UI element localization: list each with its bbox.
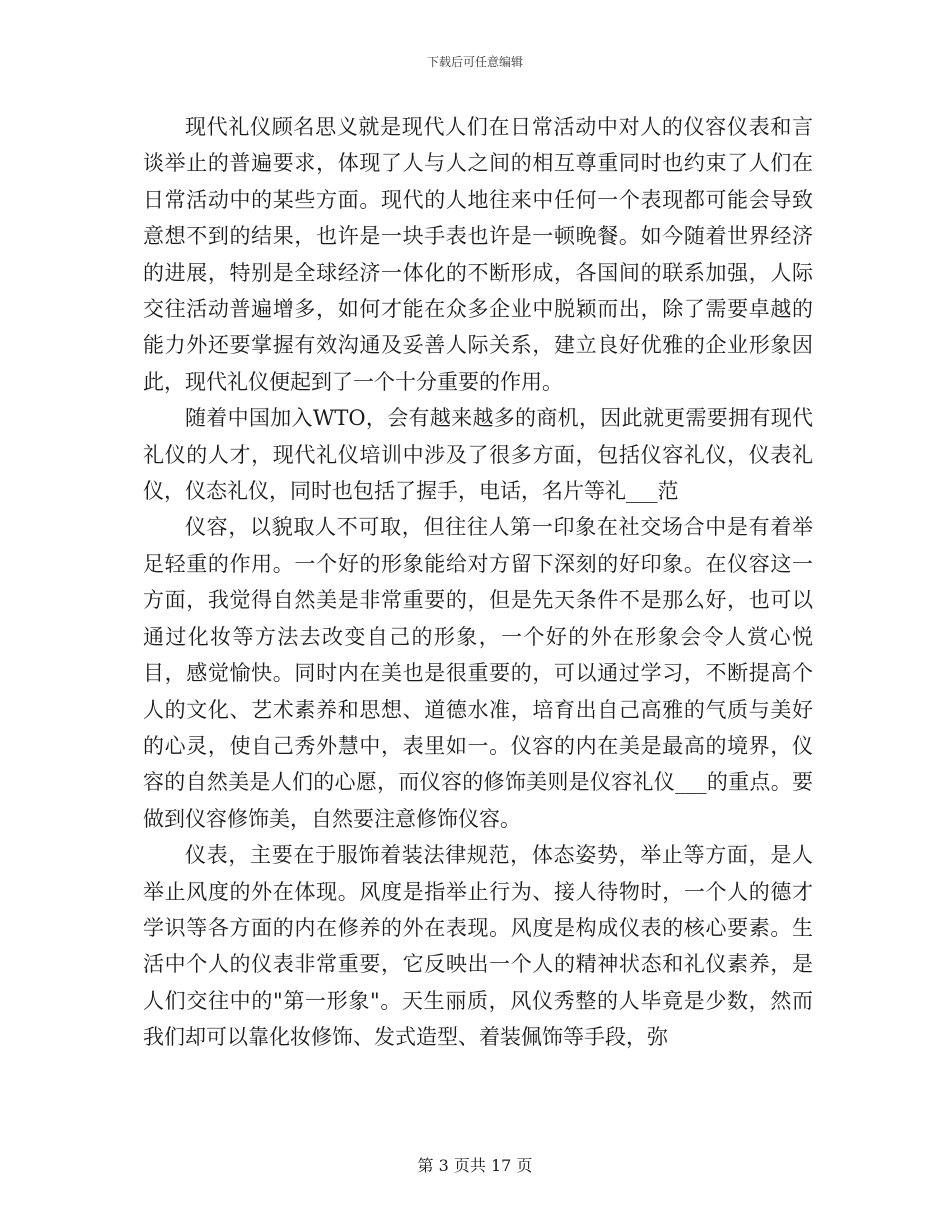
- document-body: [143, 109, 813, 1056]
- paragraph-modern-etiquette: 现代礼仪顾名思义就是现代人们在日常活动中对人的仪容仪表和言谈举止的普遍要求，体现了人与人之间的相互尊重同时也约束了人们在日常活动中的某些方面。现代的人地往来中任何一个表现都可能会导致意想不到的结果，也许是一块手表也许是一顿晚餐。如今随着世界经济的进展，特别是全球经济一体化的不断形成，各国间的联系加强，人际交往活动普遍增多，如何才能在众多企业中脱颖而出，除了需要卓越的能力外还要掌握有效沟通及妥善人际关系，建立良好优雅的企业形象因此，现代礼仪便起到了一个十分重要的作用。: [143, 115, 813, 394]
- paragraph-attire: 仪表，主要在于服饰着装法律规范，体态姿势，举止等方面，是人举止风度的外在体现。风度是指举止行为、接人待物时，一个人的德才学识等各方面的内在修养的外在表现。风度是构成仪表的核心要素。生活中个人的仪表非常重要，它反映出一个人的精神状态和礼仪素养，是人们交往中的"第一形象"。天生丽质，风仪秀整的人毕竟是少数，然而我们却可以靠化妆修饰、发式造型、着装佩饰等手段，弥: [143, 843, 813, 1050]
- paragraph-wto: 随着中国加入WTO，会有越来越多的商机，因此就更需要拥有现代礼仪的人才，现代礼仪培训中涉及了很多方面，包括仪容礼仪，仪表礼仪，仪态礼仪，同时也包括了握手，电话，名片等礼___范: [143, 406, 813, 504]
- page-footer: 第 3 页共 17 页: [417, 1156, 533, 1175]
- paragraph-appearance: 仪容，以貌取人不可取，但往往人第一印象在社交场合中是有着举足轻重的作用。一个好的形象能给对方留下深刻的好印象。在仪容这一方面，我觉得自然美是非常重要的，但是先天条件不是那么好，也可以通过化妆等方法去改变自己的形象，一个好的外在形象会令人赏心悦目，感觉愉快。同时内在美也是很重要的，可以通过学习，不断提高个人的文化、艺术素养和思想、道德水准，培育出自己高雅的气质与美好的心灵，使自己秀外慧中，表里如一。仪容的内在美是最高的境界，仪容的自然美是人们的心愿，而仪容的修饰美则是仪容礼仪___的重点。要做到仪容修饰美，自然要注意修饰仪容。: [143, 515, 813, 831]
- page-header: 下载后可任意编辑: [426, 55, 523, 69]
